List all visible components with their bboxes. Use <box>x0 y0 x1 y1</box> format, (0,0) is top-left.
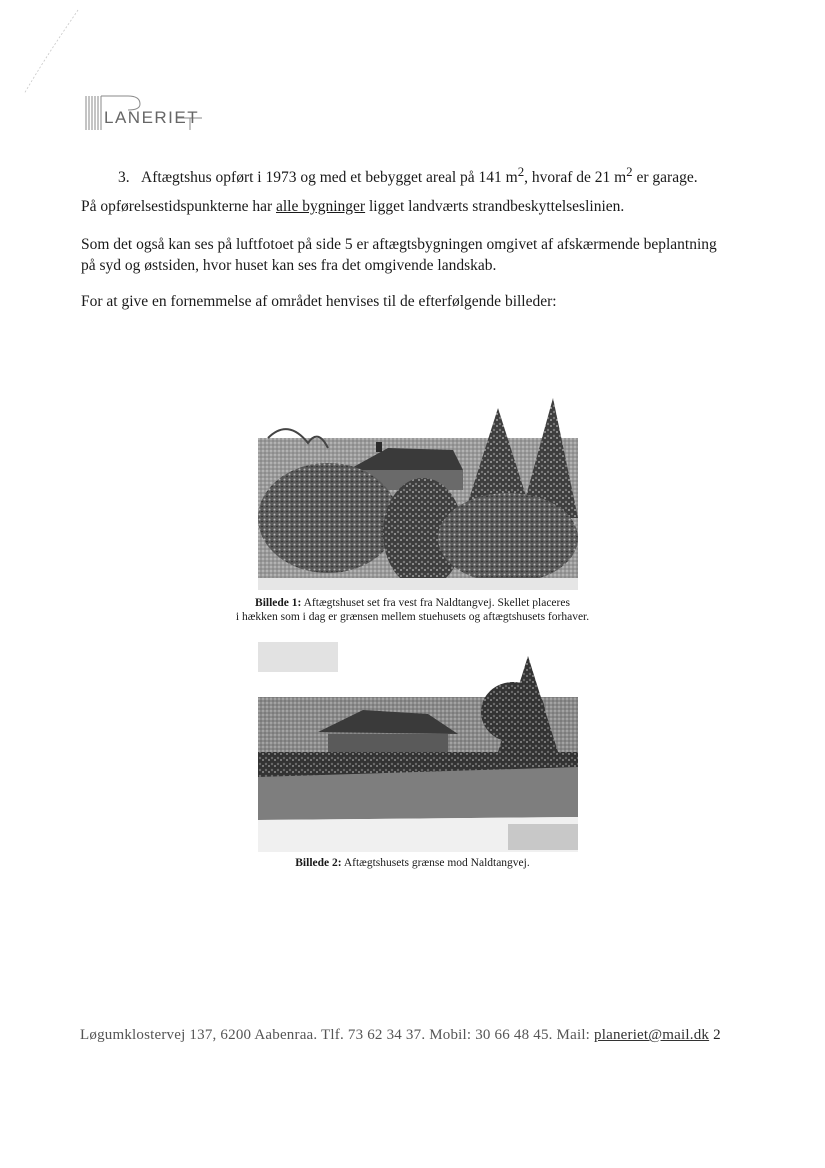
text-run: er garage. <box>632 169 698 187</box>
photo-1-caption <box>0 596 825 624</box>
footer-address: Løgumklostervej 137, 6200 Aabenraa. Tlf. 73 62 34 37. Mobil: 30 66 48 45. Mail: <box>80 1027 595 1043</box>
superscript: 2 <box>626 164 633 179</box>
superscript: 2 <box>517 164 525 179</box>
page-number: 2 <box>709 1027 721 1043</box>
aerial-photo-paragraph <box>81 234 761 276</box>
text-line: Som det også kan ses på luftfotoet på side 5 er aftægtsbygningen omgivet af afskærmende beplantning <box>81 236 717 253</box>
text-run: ligget landværts strandbeskyttelseslinien. <box>365 198 625 215</box>
underlined-text: alle bygninger <box>276 198 366 215</box>
caption-label: Billede 2: <box>295 857 342 869</box>
item-3-paragraph <box>118 161 798 188</box>
page-footer <box>80 1027 770 1044</box>
caption-text: Aftægtshuset set fra vest fra Naldtangvej. Skellet placeres <box>301 597 570 609</box>
text-line: på syd og østsiden, hvor huset kan ses fra det omgivende landskab. <box>81 257 497 274</box>
caption-text: i hækken som i dag er grænsen mellem stuehusets og aftægtshusets forhaver. <box>235 611 590 623</box>
images-intro-paragraph: For at give en fornemmelse af området henvises til de efterfølgende billeder: <box>81 293 557 310</box>
logo-text: LANERIET <box>104 108 200 127</box>
caption-label: Billede 1: <box>255 597 302 609</box>
caption-text: Aftægtshusets grænse mod Naldtangvej. <box>341 857 530 869</box>
photo-2-caption <box>0 856 825 870</box>
buildings-paragraph <box>81 196 761 217</box>
text-run: Aftægtshus opført i 1973 og med et bebygget areal på 141 m <box>141 169 518 187</box>
scan-artifact <box>18 8 88 98</box>
footer-email-link[interactable]: planeriet@mail.dk <box>594 1027 710 1043</box>
photo-2-boundary-road <box>258 642 578 852</box>
text-run: På opførelsestidspunkterne har <box>81 198 276 215</box>
text-run: , hvoraf de 21 m <box>524 169 627 187</box>
photo-1-house-from-west <box>258 398 578 594</box>
item-number: 3. <box>118 169 130 187</box>
company-logo <box>84 92 204 134</box>
